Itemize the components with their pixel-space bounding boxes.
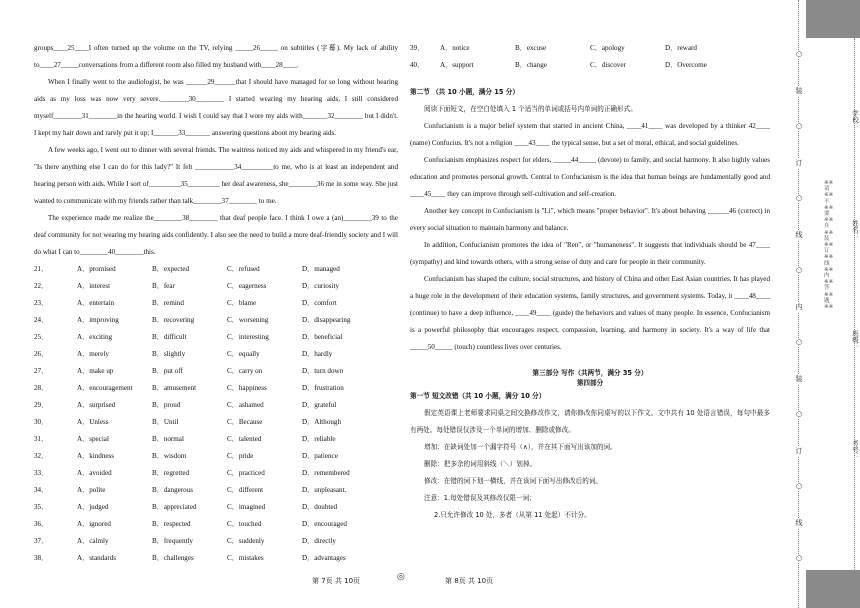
binding-side-strip — [806, 0, 860, 608]
option-b: B．challenges — [152, 553, 194, 562]
option-c: C．different — [227, 485, 264, 494]
option-a: A．promised — [77, 264, 116, 273]
option-a: A．merely — [77, 349, 109, 358]
option-row — [34, 516, 398, 533]
question-number: 35． — [34, 502, 49, 511]
binding-mark: 线 — [793, 230, 805, 240]
binding-warning-text: ※※请※※不※※要※※在※※装※※订※※线※※内※※答※※题※※ — [824, 180, 834, 311]
option-row — [410, 57, 770, 74]
section-2-instruction: 阅读下面短文，在空白处填入 1 个适当的单词或括号内单词的正确形式。 — [424, 105, 637, 113]
instruction-delete: 删除：把多余的词用斜线（＼）划掉。 — [424, 460, 537, 468]
option-c: C．touched — [227, 519, 262, 528]
option-a: A．improving — [77, 315, 119, 324]
option-a: A．encouragement — [77, 383, 133, 392]
question-number: 25． — [34, 332, 49, 341]
option-c: C．eagerness — [227, 281, 267, 290]
option-d: D．remembered — [302, 468, 350, 477]
question-number: 30． — [34, 417, 49, 426]
grammar-paragraph-4: In addition, Confucianism promotes the idea of "Ren", or "humaneness". It suggests that individuals should be 47____ (sympathy) and kind towards others, with a strong sense of duty and care for people in their community. — [410, 241, 770, 266]
grammar-paragraph-3: Another key concept in Confucianism is "Li", which means "proper behavior". It's about behaving ______46 (correct) in every social situation to maintain harmony and balance. — [410, 207, 770, 232]
part-4-title: 第四部分 — [576, 379, 604, 387]
grammar-paragraph-1: Confucianism is a major belief system that started in ancient China, ____41____ was developed by a thinker 42____ (name) Confucius. It's not a religion ____43____ the typical sense, but a set of moral, ethical, and social guidelines. — [410, 122, 770, 147]
binding-mark: 装 — [793, 86, 805, 96]
option-b: B．expected — [152, 264, 190, 273]
option-a: A．judged — [77, 502, 109, 511]
question-number: 26． — [34, 349, 49, 358]
grammar-paragraph-2: Confucianism emphasizes respect for elders, _____44_____ (devote) to family, and social harmony. It also highly values education and promotes personal growth. Central to Confucianism is the idea that human beings are fundamentally good and ____45____ they can improve through self-cultivation and self-creation. — [410, 156, 770, 198]
option-row — [34, 448, 398, 465]
section-1-title: 第一节 短文改错（共 10 小题，满分 10 分） — [410, 392, 546, 400]
binding-circle-icon: ○ — [793, 338, 805, 346]
question-number: 31． — [34, 434, 49, 443]
option-row — [34, 397, 398, 414]
options-list-21-38 — [34, 261, 398, 567]
option-row — [34, 346, 398, 363]
option-row — [34, 465, 398, 482]
binding-mark: 订 — [793, 446, 805, 456]
option-d: D．reward — [665, 43, 697, 52]
option-d: D．directly — [302, 536, 336, 545]
option-row — [34, 482, 398, 499]
option-row — [34, 499, 398, 516]
question-number: 28． — [34, 383, 49, 392]
option-row — [34, 380, 398, 397]
option-b: B．change — [515, 60, 547, 69]
strip-top-block — [806, 0, 860, 38]
option-a: A．polite — [77, 485, 106, 494]
question-number: 22． — [34, 281, 49, 290]
option-row — [34, 363, 398, 380]
binding-circle-icon: ○ — [793, 194, 805, 202]
option-b: B．Until — [152, 417, 179, 426]
part-3-title: 第三部分 写作（共两节，满分 35 分） — [532, 369, 648, 377]
passage-paragraph-4: The experience made me realize the________38________ that deaf people face. I think I owe a (an)________39 to the deaf community for not wearing my hearing aids confidently. I also see the need to build a more deaf-friendly society and I will do what I can to________40________this. — [34, 214, 398, 256]
binding-mark: 订 — [793, 158, 805, 168]
binding-mark: 线 — [793, 518, 805, 528]
section-2-title: 第二节 （共 10 小题，满分 15 分） — [410, 88, 519, 96]
option-a: A．kindness — [77, 451, 115, 460]
option-d: D．doubted — [302, 502, 338, 511]
binding-circle-icon: ○ — [793, 554, 805, 562]
question-number: 27． — [34, 366, 49, 375]
left-column — [34, 40, 398, 567]
option-c: C．talented — [227, 434, 262, 443]
passage-paragraph-2: When I finally went to the audiologist, he was ______29______that I should have managed for so long without hearing aids as my loss was now very severe.________30________ I started wearing my hearing aids, I still considered myself________31________in the hearing world. I wish I could say that I wore my aids with_______32________ but I didn't. I kept my hair down and rarely put it up; I_______33_______ answering questions about my hearing aids. — [34, 78, 398, 137]
option-b: B．proud — [152, 400, 181, 409]
option-row — [34, 533, 398, 550]
option-a: A．calmly — [77, 536, 109, 545]
option-b: B．dangerous — [152, 485, 193, 494]
question-number: 37． — [34, 536, 49, 545]
question-number: 23． — [34, 298, 49, 307]
option-a: A．support — [440, 60, 474, 69]
strip-bottom-block — [806, 570, 860, 608]
question-number: 21． — [34, 264, 49, 273]
option-row — [410, 40, 770, 57]
options-list-39-40 — [410, 40, 770, 74]
option-c: C．worsening — [227, 315, 269, 324]
option-d: D．beneficial — [302, 332, 343, 341]
option-a: A．notice — [440, 43, 470, 52]
page-number-left: 第 7页 共 10页 — [312, 577, 361, 585]
option-d: D．unpleasant. — [302, 485, 347, 494]
side-field-label: 考号： — [851, 440, 859, 460]
option-a: A．ignored — [77, 519, 111, 528]
option-row — [34, 278, 398, 295]
question-number: 32． — [34, 451, 49, 460]
question-number: 33． — [34, 468, 49, 477]
option-d: D．turn down — [302, 366, 344, 375]
option-a: A．exciting — [77, 332, 113, 341]
center-mark-icon: ◎ — [397, 572, 405, 582]
option-c: C．practiced — [227, 468, 265, 477]
option-b: B．normal — [152, 434, 184, 443]
option-d: D．patience — [302, 451, 338, 460]
option-b: B．regretted — [152, 468, 190, 477]
option-d: D．managed — [302, 264, 340, 273]
option-b: B．fear — [152, 281, 175, 290]
option-a: A．interest — [77, 281, 111, 290]
option-b: B．slightly — [152, 349, 186, 358]
binding-circle-icon: ○ — [793, 122, 805, 130]
question-number: 24． — [34, 315, 49, 324]
option-row — [34, 550, 398, 567]
grammar-paragraph-5: Confucianism has shaped the culture, social structures, and history of China and other East Asian countries. It has played a huge role in the development of their education systems, family structures, and government systems. Today, it ____48____ (continue) to have a deep influence, ____49____ (guide) the behaviors and values of many people. In essence, Confucianism is a powerful philosophy that encourages respect, compassion, learning, and harmony in society. It's a way of life that _____50_____ (touch) countless lives over centuries. — [410, 275, 770, 351]
option-b: B．respected — [152, 519, 191, 528]
option-a: A．Unless — [77, 417, 109, 426]
option-d: D．Although — [302, 417, 342, 426]
option-a: A．standards — [77, 553, 117, 562]
binding-line — [792, 0, 806, 608]
right-column — [410, 40, 770, 524]
question-number: 38． — [34, 553, 49, 562]
option-row — [34, 261, 398, 278]
option-a: A．avoided — [77, 468, 112, 477]
instruction-note-2: 2.只允许修改 10 处，多者（从第 11 处起）不计分。 — [434, 511, 591, 519]
option-c: C．mistakes — [227, 553, 264, 562]
option-c: C．apology — [590, 43, 625, 52]
option-b: B．appreciated — [152, 502, 197, 511]
binding-mark: 装 — [793, 374, 805, 384]
option-a: A．special — [77, 434, 109, 443]
question-number: 39． — [410, 43, 425, 52]
binding-circle-icon: ○ — [793, 50, 805, 58]
option-row — [34, 431, 398, 448]
binding-circle-icon: ○ — [793, 482, 805, 490]
passage-paragraph-1: groups____25____I often turned up the volume on the TV, relying _____26_____ on subtitles (字幕). My lack of ability to____27_____conversations from a different room also filled my husband with____28____. — [34, 44, 398, 69]
binding-circle-icon: ○ — [793, 266, 805, 274]
instruction-note-1: 注意：1.每处错误及其修改仅限一词； — [424, 494, 536, 502]
option-d: D．encouraged — [302, 519, 347, 528]
option-a: A．make up — [77, 366, 114, 375]
instruction-intro: 假定英语课上老师要求同桌之间交换修改作文，请你修改你同桌写的以下作文。文中共有 10 处语言错误，每句中最多有两处。每处错误仅涉及一个单词的增加、删除或修改。 — [410, 409, 770, 434]
side-field-label: 班级： — [851, 330, 859, 350]
option-b: B．wisdom — [152, 451, 187, 460]
option-d: D．grateful — [302, 400, 337, 409]
option-c: C．carry on — [227, 366, 263, 375]
page-number-right: 第 8页 共 10页 — [445, 577, 494, 585]
option-c: C．equally — [227, 349, 260, 358]
option-d: D．comfort — [302, 298, 337, 307]
option-row — [34, 414, 398, 431]
question-number: 36． — [34, 519, 49, 528]
option-d: D．frustration — [302, 383, 344, 392]
option-b: B．put off — [152, 366, 183, 375]
instruction-add: 增加：在缺词处加一个漏字符号（∧），并在其下面写出该加的词。 — [424, 443, 617, 451]
option-row — [34, 295, 398, 312]
question-number: 29． — [34, 400, 49, 409]
option-b: B．recovering — [152, 315, 195, 324]
option-b: B．amusement — [152, 383, 197, 392]
option-b: B．difficult — [152, 332, 187, 341]
option-d: D．advantages — [302, 553, 346, 562]
option-c: C．ashamed — [227, 400, 264, 409]
side-field-label: 姓名： — [851, 220, 859, 240]
option-row — [34, 329, 398, 346]
option-b: B．frequently — [152, 536, 193, 545]
option-d: D．Overcome — [665, 60, 707, 69]
option-a: A．entertain — [77, 298, 115, 307]
option-c: C．interesting — [227, 332, 269, 341]
option-c: C．imagined — [227, 502, 266, 511]
binding-circle-icon: ○ — [793, 410, 805, 418]
question-number: 34． — [34, 485, 49, 494]
option-c: C．discover — [590, 60, 626, 69]
option-a: A．surprised — [77, 400, 116, 409]
side-field-label: 学校： — [851, 110, 859, 130]
option-c: C．suddenly — [227, 536, 265, 545]
option-d: D．curiosity — [302, 281, 340, 290]
option-b: B．remind — [152, 298, 184, 307]
option-d: D．hardly — [302, 349, 333, 358]
option-d: D．disappearing — [302, 315, 351, 324]
option-c: C．Because — [227, 417, 263, 426]
option-b: B．excuse — [515, 43, 547, 52]
option-row — [34, 312, 398, 329]
binding-mark: 内 — [793, 302, 805, 312]
option-c: C．refused — [227, 264, 260, 273]
option-c: C．pride — [227, 451, 254, 460]
instruction-modify: 修改：在错的词下划一横线，并在该词下面写出修改后的词。 — [424, 477, 603, 485]
option-d: D．reliable — [302, 434, 336, 443]
option-c: C．happiness — [227, 383, 267, 392]
option-c: C．blame — [227, 298, 257, 307]
passage-paragraph-3: A few weeks ago, I went out to dinner with several friends. The waitress noticed my aids and whispered in my friend's ear, "Is there anything else I can do for this lady?" It felt ___________34_________to me, who is at least an independent and hearing person with aids. While I sort of_________35_________ her deaf awareness, she________36 me in some way. She just wanted to communicate with my friends rather than talk________37________ to me. — [34, 146, 398, 205]
question-number: 40． — [410, 60, 425, 69]
